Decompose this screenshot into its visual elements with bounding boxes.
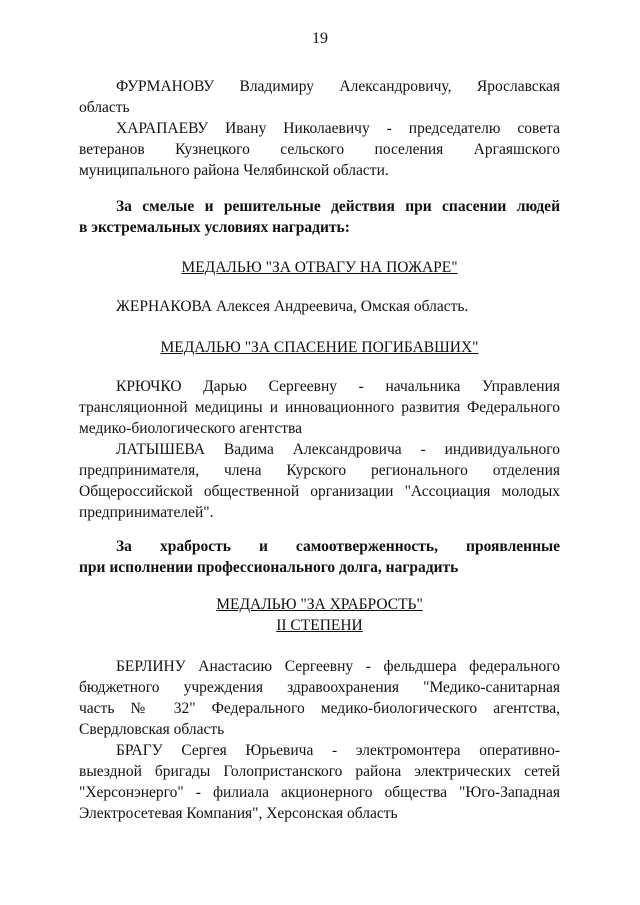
recipient-berlina-line2: бюджетного учреждения здравоохранения "Медико-санитарная <box>79 679 560 696</box>
medal-title-rescue: МЕДАЛЬЮ "ЗА СПАСЕНИЕ ПОГИБАВШИХ" <box>160 339 479 356</box>
recipient-latyshev-line2: предпринимателя, члена Курского регионального отделения <box>79 462 560 479</box>
recipient-kharapaev-line1: ХАРАПАЕВУ Ивану Николаевичу - председателю совета <box>116 120 560 137</box>
recipient-kharapaev-line2: ветеранов Кузнецкого сельского поселения Аргаяшского <box>79 141 560 158</box>
medal-2-recipients <box>79 376 560 523</box>
award-heading-1-line1: За смелые и решительные действия при спасении людей <box>116 198 560 215</box>
page-number: 19 <box>312 30 328 47</box>
recipient-latyshev-line1: ЛАТЫШЕВА Вадима Александровича - индивидуального <box>116 441 560 458</box>
award-heading-2-line1: За храбрость и самоотверженность, проявленные <box>116 538 560 555</box>
recipient-latyshev-line4: предпринимателей". <box>79 504 214 521</box>
recipient-furmanov-line2: область <box>79 99 130 116</box>
recipient-berlina-line1: БЕРЛИНУ Анастасию Сергеевну - фельдшера федерального <box>116 658 560 675</box>
medal-title-1-wrap <box>79 257 560 278</box>
recipient-braga-line2: выездной бригады Голопристанского района электрических сетей <box>79 763 560 780</box>
recipient-furmanov-line1: ФУРМАНОВУ Владимиру Александровичу, Ярославская <box>116 78 560 95</box>
recipient-kharapaev-line3: муниципального района Челябинской области. <box>79 162 389 179</box>
recipient-latyshev-line3: Общероссийской общественной организации "Ассоциация молодых <box>79 483 560 500</box>
recipient-braga-line3: "Херсонэнерго" - филиала акционерного общества "Юго-Западная <box>79 784 560 801</box>
medal-1-recipients <box>79 296 560 317</box>
medal-title-2-wrap <box>79 337 560 358</box>
award-heading-1-line2: в экстремальных условиях наградить: <box>79 219 350 236</box>
recipient-kryuchko-line1: КРЮЧКО Дарью Сергеевну - начальника Управления <box>116 378 560 395</box>
recipient-braga-line1: БРАГУ Сергея Юрьевича - электромонтера оперативно- <box>116 742 560 759</box>
award-heading-2-line2: при исполнении профессионального долга, наградить <box>79 559 459 576</box>
award-heading-1 <box>79 196 560 238</box>
recipient-zhernakov: ЖЕРНАКОВА Алексея Андреевича, Омская область. <box>116 298 469 315</box>
medal-title-fire-courage: МЕДАЛЬЮ "ЗА ОТВАГУ НА ПОЖАРЕ" <box>181 259 458 276</box>
recipient-kryuchko-line3: медико-биологического агентства <box>79 420 303 437</box>
recipient-braga-line4: Электросетевая Компания", Херсонская область <box>79 805 398 822</box>
recipient-kryuchko-line2: трансляционной медицины и инновационного развития Федерального <box>79 399 560 416</box>
recipient-berlina-line4: Свердловская область <box>79 721 225 738</box>
medal-title-bravery: МЕДАЛЬЮ "ЗА ХРАБРОСТЬ" <box>216 596 423 613</box>
award-heading-2 <box>79 536 560 578</box>
recipient-list-1 <box>79 76 560 181</box>
medal-3-recipients <box>79 656 560 824</box>
medal-title-3-wrap <box>79 594 560 636</box>
medal-title-bravery-degree: II СТЕПЕНИ <box>276 617 363 634</box>
recipient-berlina-line3: часть № 32" Федерального медико-биологического агентства, <box>79 700 560 717</box>
